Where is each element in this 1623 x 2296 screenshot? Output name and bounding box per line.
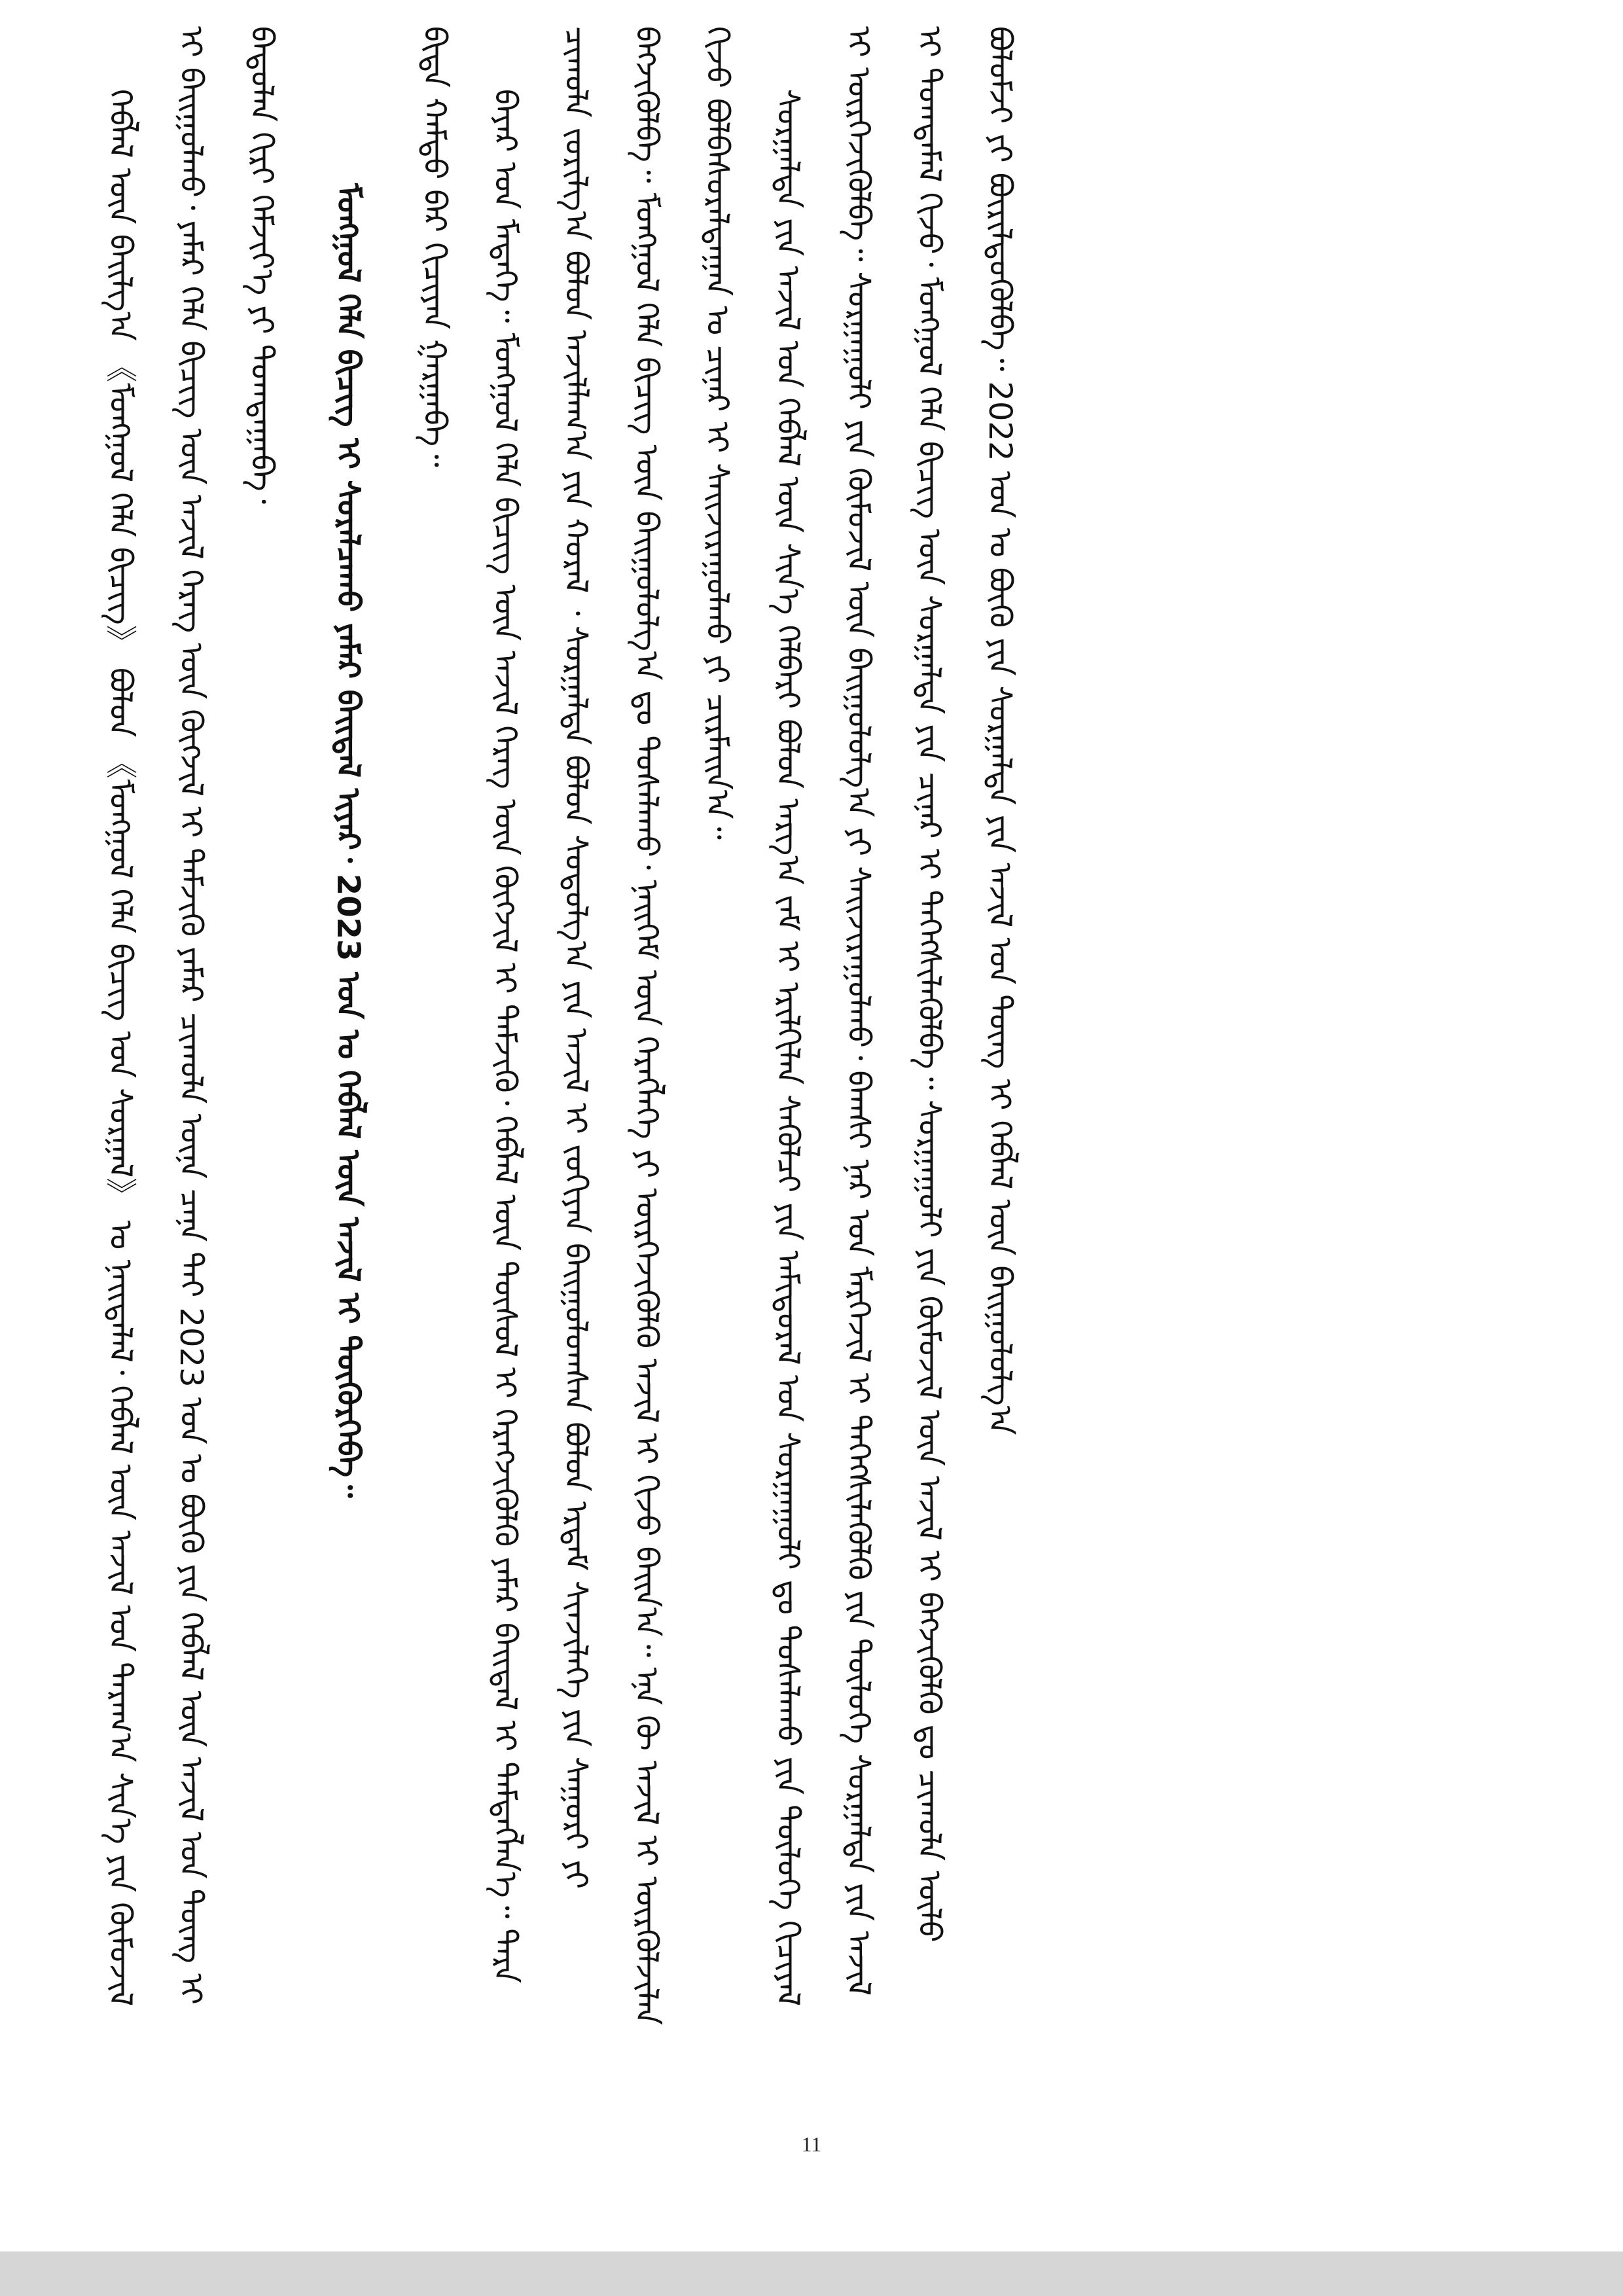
paragraph-4: ᠰᠤᠷᠭᠠᠯᠲᠠ ᠶᠢᠨ ᠠᠵᠢᠯ ᠤᠨ ᠬᠡᠪᠯᠡᠯ ᠦᠨ ᠰᠢᠨ᠎ᠡ ᠬᠡᠯᠪᠡᠷᠢ ᠪᠣᠯᠤᠨ ᠠᠷᠭ᠎ᠠ ᠵᠠᠮ ᠢ ᠡᠷᠢᠯᠬᠢᠯᠡᠨ ᠰᠡᠭᠦᠯᠴᠢ ᠶᠢᠨ ᠠᠮᠢᠳᠤᠷᠠᠯ ᠤᠨ ᠰᠤᠷᠭᠠᠭᠤᠯᠢ ᠳᠤ ᠲᠤᠰᠠᠯᠠᠬᠤ ᠶᠢᠨ ᠲᠥᠯᠥᠭᠡ ᠬᠢᠴᠢᠶᠡᠯ ᠢ ᠥᠷᠭᠡᠵᠢᠭᠦᠯᠪᠡ᠃ ᠰᠤᠷᠭᠠᠭᠤᠯᠢ ᠶᠢᠨ ᠬᠦᠮᠦᠵᠢᠯ ᠦᠨ ᠪᠠᠢᠭᠤᠯᠤᠯᠭ᠎ᠠ ᠶᠢ ᠰᠠᠢᠵᠢᠷᠠᠭᠤᠯᠬᠤ᠂ ᠪᠠᠭᠰᠢ ᠨᠠᠷ ᠤᠨ ᠮᠡᠷᠭᠡᠵᠢᠯ ᠢ ᠳᠡᠭᠡᠭᠰᠢᠯᠡᠭᠦᠯᠬᠦ ᠶᠢᠨ ᠲᠥᠯᠥᠭᠡ ᠰᠤᠷᠭᠠᠯᠲᠠ ᠶᠢᠨ ᠠᠵᠢᠯ ᠢ ᠲᠣᠭᠲᠠᠮᠠᠯ ᠬᠢᠵᠦ᠂ ᠮᠣᠩᠭᠣᠯ ᠬᠡᠯᠡ ᠪᠢᠴᠢᠭ᠌ ᠦᠨ ᠰᠤᠷᠭᠠᠯᠲᠠ ᠶᠢᠨ ᠴᠢᠨᠠᠷ ᠢ ᠳᠡᠭᠡᠭᠰᠢᠯᠡᠭᠦᠯᠪᠡ᠃ ᠰᠤᠷᠭᠠᠭᠤᠯᠢ ᠶᠢᠨ ᠬᠦᠮᠦᠵᠢᠯ ᠦᠨ ᠠᠵᠢᠯ ᠢ ᠪᠡᠬᠵᠢᠭᠦᠯᠬᠦ ᠳᠤ ᠴᠢᠬᠤᠯᠠ ᠦᠯᠦ ᠪᠣᠯᠤᠮᠵᠢ ᠶᠢ ᠪᠦᠷᠢᠯᠳᠦᠭᠦᠯᠪᠡ᠃ 2022 ᠣᠨ ᠤ ᠪᠦᠬᠦ ᠶᠢᠨ ᠰᠤᠷᠭᠠᠯᠲᠠ ᠶᠢᠨ ᠠᠵᠢᠯ ᠤᠨ ᠳᠦᠩ ᠢ ᠬᠡᠪᠯᠡᠯ ᠦᠨ ᠪᠠᠢᠭᠤᠯᠤᠯᠭ᠎ᠠ — [770, 26, 1018, 2007]
vertical-mongolian-text — [85, 26, 1558, 2036]
paragraph-2: ᠪᠢᠳᠡ ᠬᠠᠮᠲᠤ ᠪᠡᠷ ᠬᠢᠴᠢᠶᠡᠨ ᠭᠠᠷᠭᠠᠪᠠ᠃ — [416, 26, 453, 467]
paragraph-3: ᠪᠠᠶᠠᠷ ᠤᠨ ᠮᠡᠳᠡᠭᠡ᠃ ᠮᠣᠩᠭᠣᠯ ᠬᠡᠯᠡ ᠪᠢᠴᠢᠭ᠌ ᠦᠨ ᠠᠵᠢᠯ ᠬᠡᠷᠡᠭ ᠦᠨ ᠬᠥᠭᠵᠢᠯ ᠢ ᠳᠡᠮᠵᠢᠬᠦ᠂ ᠬᠡᠪᠯᠡᠯ ᠦᠨ ᠲᠥᠰᠥᠯ ᠢ ᠬᠡᠷᠡᠭᠵᠢᠭᠦᠯᠬᠦ ᠶᠠᠮᠠᠷ ᠪᠠᠢᠳᠠᠯ ᠢ ᠲᠡᠮᠳᠡᠭᠯᠡᠨ᠎ᠡ᠃ ᠲᠡᠷᠡ ᠴᠢᠬᠤᠯᠠ ᠵᠣᠷᠢᠯᠭ᠎ᠠ ᠪᠣᠯᠤᠨ ᠠᠵᠢᠯᠯᠠᠭ᠎ᠠ ᠶᠢᠨ ᠬᠤᠷᠠᠯ ᠂ ᠰᠤᠷᠭᠠᠯᠲᠠ ᠪᠣᠯᠤᠨ ᠰᠤᠳᠤᠯᠭ᠎ᠠ ᠶᠢᠨ ᠠᠵᠢᠯ ᠢ ᠵᠣᠬᠢᠶᠠᠨ ᠪᠠᠢᠭᠤᠯᠤᠭᠰᠠᠨ ᠪᠣᠯᠤᠨ ᠡᠷᠳᠡᠮ ᠰᠢᠨᠵᠢᠯᠡᠭᠡ ᠶᠢᠨ ᠰᠠᠭᠤᠷᠢ ᠶᠢ ᠪᠡᠬᠵᠢᠭᠦᠯᠪᠡ᠃ ᠮᠣᠩᠭᠣᠯ ᠬᠡᠯᠡ ᠪᠢᠴᠢᠭ᠌ ᠦᠨ ᠪᠠᠢᠭᠤᠯᠤᠯᠭ᠎ᠠ ᠳᠤ ᠲᠤᠰᠠᠯᠠᠬᠤ᠂ ᠨᠡᠢᠭᠡᠮ ᠦᠨ ᠬᠡᠷᠡᠭᠯᠡᠭᠡ ᠶᠢ ᠥᠷᠭᠡᠵᠢᠭᠦᠯᠬᠦ ᠠᠵᠢᠯ ᠢ ᠬᠢᠵᠦ ᠪᠠᠢᠨ᠎ᠠ᠃ ᠡᠨᠡ ᠬᠦ ᠠᠵᠢᠯ ᠢ ᠦᠷᠭᠦᠯᠵᠢᠯᠡᠨ ᠬᠢᠵᠦ ᠪᠣᠯᠪᠠᠰᠤᠷᠠᠯᠳᠠᠭᠠᠨ ᠤ ᠴᠢᠨᠠᠷ ᠢ ᠰᠠᠢᠵᠢᠷᠠᠭᠤᠯᠬᠤ ᠶᠢ ᠴᠢᠷᠮᠠᠢᠨ᠎ᠠ᠃ — [487, 26, 736, 2026]
paragraph-1: ᠬᠡᠪᠯᠡᠯ ᠦᠨ ᠪᠠᠢᠯᠭ᠎ᠠ 《ᠮᠣᠩᠭᠣᠯ ᠬᠡᠯᠡ ᠪᠢᠴᠢᠭ᠌》 ᠪᠣᠯᠣᠨ 《ᠮᠣᠩᠭᠣᠯ ᠬᠡᠯᠡ ᠪᠢᠴᠢᠭ᠌ ᠤᠨ ᠰᠤᠷᠭᠠᠯ》 ᠤ ᠨᠡᠢᠲᠡᠯᠡᠯ᠂ ᠬᠡᠪᠯᠡᠯ ᠦᠨ ᠠᠵᠢᠯ ᠤᠨ ᠳᠠᠷᠠᠭ᠎ᠠ ᠰᠢᠨ᠎ᠡ ᠶᠢᠨ ᠬᠦᠮᠦᠵᠢᠯ ᠢ ᠪᠠᠢᠭᠤᠯᠬᠤ᠂ ᠶᠠᠮᠠᠷ ᠬᠡᠯᠡ ᠪᠢᠴᠢᠭ᠌ ᠦᠨ ᠠᠵᠢᠯ ᠬᠡᠷᠡᠭ ᠦᠨ ᠬᠥᠭᠵᠢᠯ ᠢ ᠳᠡᠮᠵᠢᠬᠦ ᠶᠠᠮᠠᠷ ᠴᠢᠬᠤᠯᠠ ᠦᠨᠡ ᠴᠡᠨᠡ ᠲᠡᠢ 2023 ᠣᠨ ᠤ ᠪᠦᠬᠦ ᠶᠢᠨ ᠬᠡᠪᠯᠡᠯ ᠦᠨ ᠠᠵᠢᠯ ᠤᠨ ᠳᠦᠩ ᠢ ᠪᠠᠲᠤᠯᠠᠨ ᠬᠢᠷᠢ ᠬᠡᠮᠵᠢᠶ᠎ᠡ ᠶᠢ ᠲᠣᠭᠲᠠᠭᠠᠪᠠ᠂ — [102, 26, 280, 2007]
viewer-bottom-band — [0, 2251, 1623, 2296]
page-number: 11 — [801, 2132, 822, 2156]
section-heading: ᠮᠣᠩᠭᠣᠯ ᠬᠡᠯᠡ ᠪᠢᠴᠢᠭ᠌ ᠢ ᠰᠤᠷᠠᠯᠴᠠᠬᠤ ᠶᠠᠮᠠᠷ ᠪᠠᠢᠳᠠᠯ ᠢᠶᠠᠷ᠂ 2023 ᠣᠨ ᠤ ᠬᠡᠪᠯᠡᠯ ᠦᠨ ᠠᠵᠢᠯ ᠢ ᠳᠦᠭᠦᠷᠭᠡᠪᠡ᠃ — [330, 183, 366, 1498]
